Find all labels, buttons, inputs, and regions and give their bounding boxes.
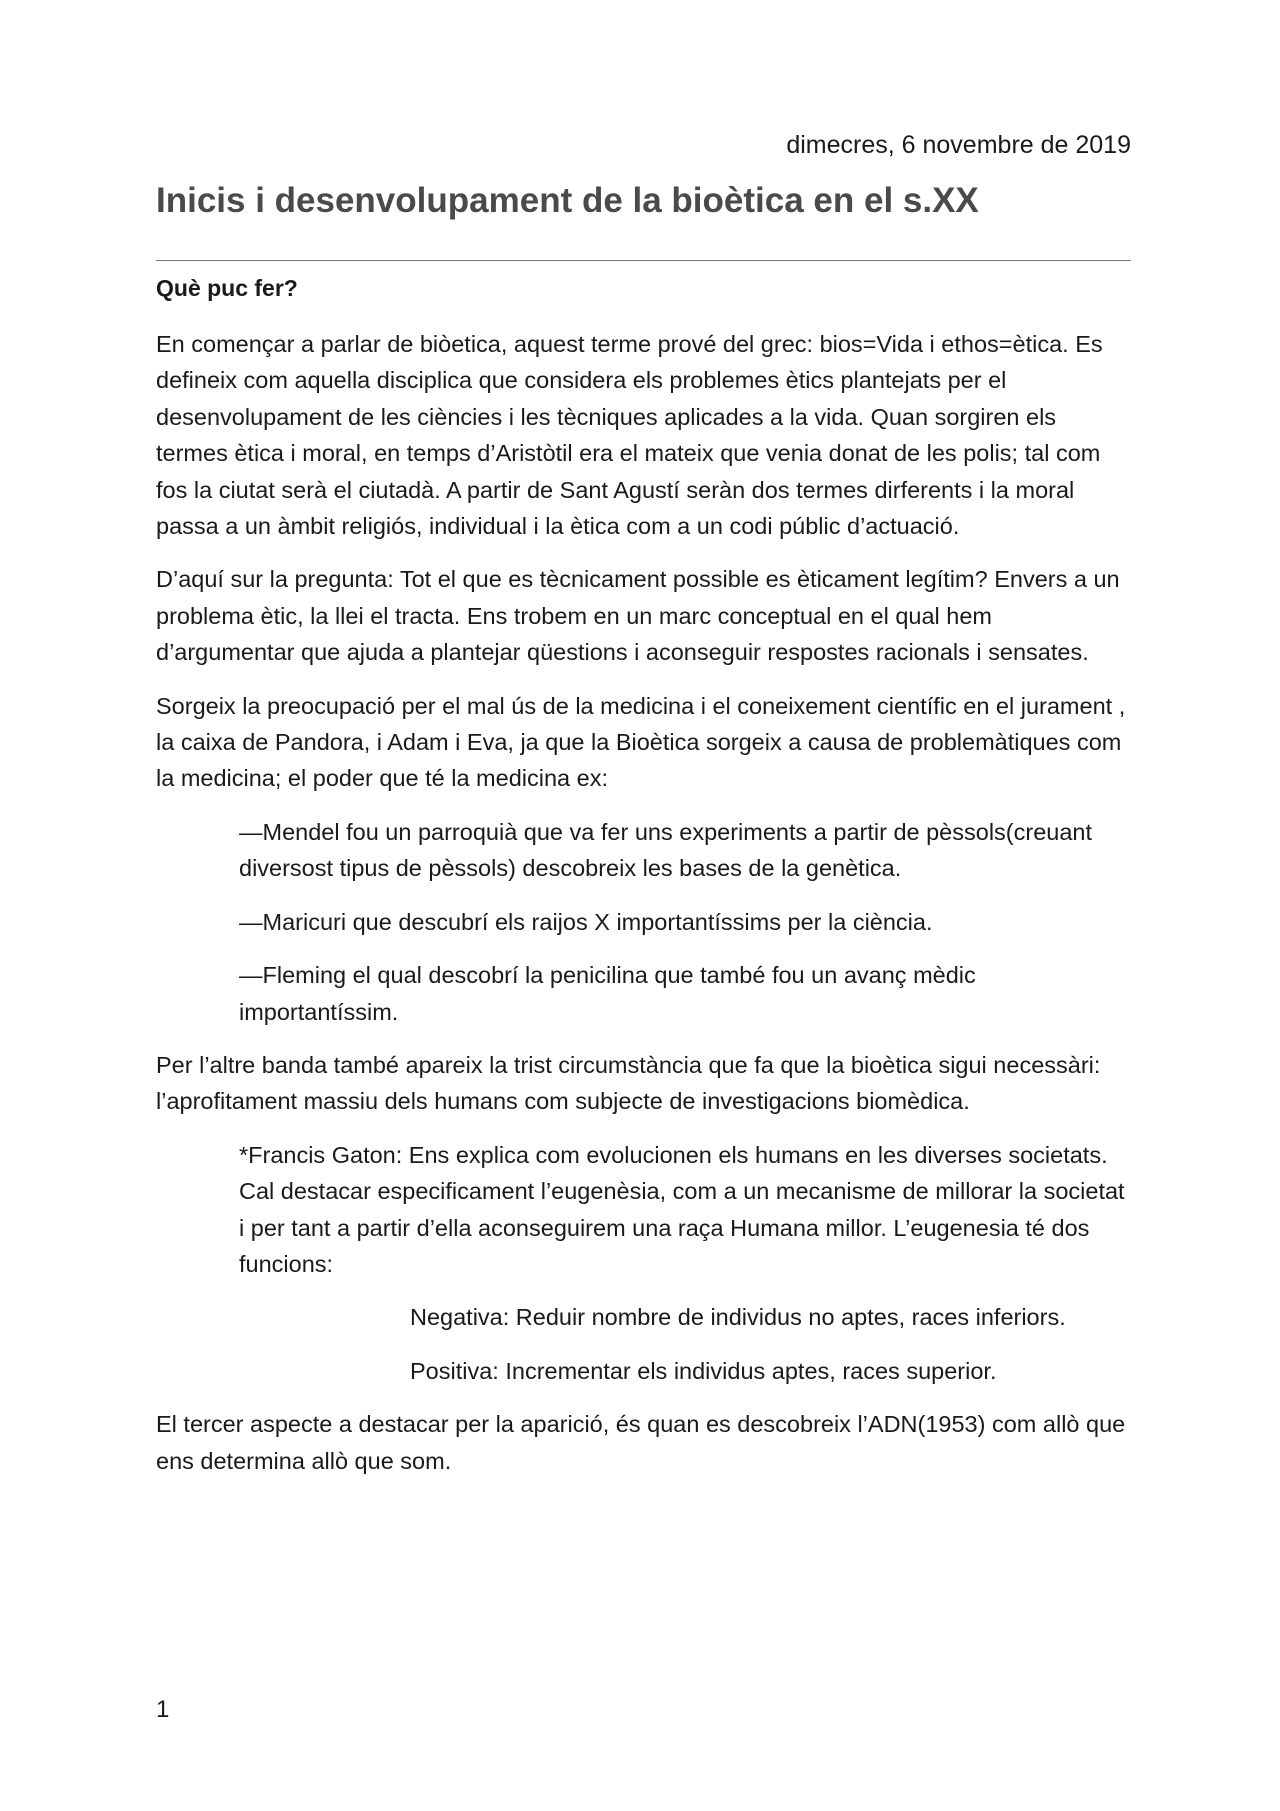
document-page [156, 0, 1131, 1811]
note-francis-gaton: *Francis Gaton: Ens explica com evolucionen els humans en les diverses societats. Cal destacar especificament l’eugenèsia, com a un mecanisme de millorar la societat i per tant a partir d’ella aconseguirem una raça Humana millor. L’eugenesia té dos funcions: [239, 1141, 1125, 1277]
example-mendel: —Mendel fou un parroquià que va fer uns experiments a partir de pèssols(creuant diversost tipus de pèssols) descobreix les bases de la genètica. [239, 818, 1092, 882]
page-number: 1 [156, 1696, 170, 1723]
eugenics-positive: Positiva: Incrementar els individus aptes, races superior. [410, 1357, 997, 1384]
document-date: dimecres, 6 novembre de 2019 [786, 131, 1131, 159]
document-body [156, 268, 1131, 1496]
example-maricuri: —Maricuri que descubrí els raijos X importantíssims per la ciència. [239, 908, 933, 935]
paragraph-human-exploitation: Per l’altre banda també apareix la trist circumstància que fa que la bioètica sigui necessàri: l’aprofitament massiu dels humans com subjecte de investigacions biomèdica. [156, 1051, 1101, 1115]
title-divider [156, 260, 1131, 261]
document-title: Inicis i desenvolupament de la bioètica en el s.XX [156, 181, 979, 220]
paragraph-bioethics-definition: En començar a parlar de biòetica, aquest terme prové del grec: bios=Vida i ethos=ètica. Es defineix com aquella disciplica que considera els problemes ètics plantejats per el desenvolupament de les ciències i les tècniques aplicades a la vida. Quan sorgiren els termes ètica i moral, en temps d’Aristòtil era el mateix que venia donat de les polis; tal com fos la ciutat serà el ciutadà. A partir de Sant Agustí seràn dos termes dirferents i la moral passa a un àmbit religiós, individual i la ètica com a un codi públic d’actuació. [156, 331, 1103, 540]
example-fleming: —Fleming el qual descobrí la penicilina que també fou un avanç mèdic importantíssim. [239, 962, 976, 1025]
paragraph-medicine-concern: Sorgeix la preocupació per el mal ús de la medicina i el coneixement científic en el jurament , la caixa de Pandora, i Adam i Eva, ja que la Bioètica sorgeix a causa de problemàtiques com la medicina; el poder que té la medicina ex: [156, 692, 1126, 792]
eugenics-negative: Negativa: Reduir nombre de individus no aptes, races inferiors. [410, 1304, 1066, 1331]
paragraph-dna: El tercer aspecte a destacar per la aparició, és quan es descobreix l’ADN(1953) com allò que ens determina allò que som. [156, 1411, 1126, 1474]
paragraph-question: D’aquí sur la pregunta: Tot el que es tècnicament possible es èticament legítim? Envers a un problema ètic, la llei el tracta. Ens trobem en un marc conceptual en el qual hem d’argumentar que ajuda a plantejar qüestions i aconseguir respostes racionals i sensates. [156, 566, 1120, 666]
section-heading: Què puc fer? [156, 275, 298, 301]
